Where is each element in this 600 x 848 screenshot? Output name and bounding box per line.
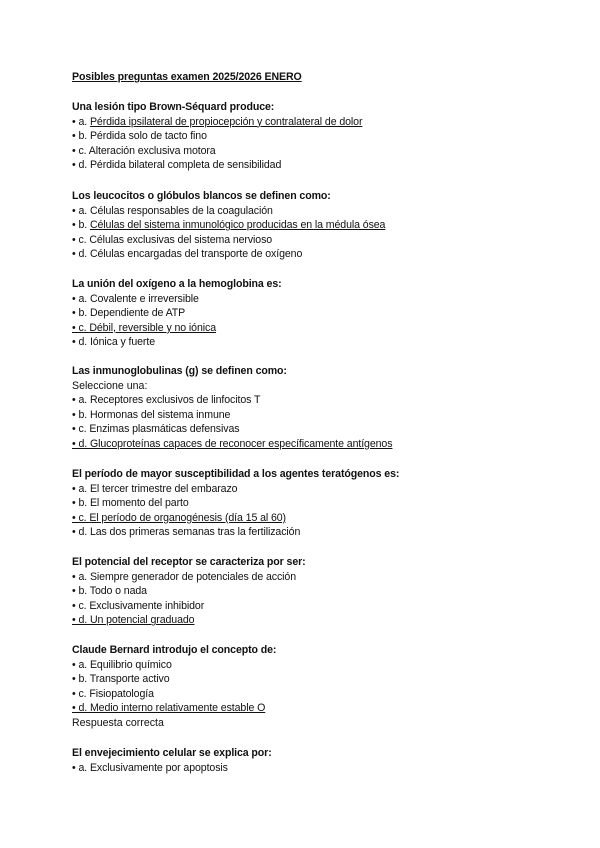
option-prefix: • d. [72, 336, 90, 349]
option-prefix: • a. [72, 394, 90, 407]
option-prefix: • a. [72, 761, 90, 774]
option-a [72, 292, 552, 307]
option-text: Receptores exclusivos de linfocitos T [89, 394, 261, 407]
option-c [72, 599, 552, 614]
option-b [72, 584, 552, 599]
question-title: La unión del oxígeno a la hemoglobina es: [72, 278, 282, 290]
question-5 [72, 467, 552, 540]
option-c [72, 233, 552, 248]
option-text-correct: Glucoproteínas capaces de reconocer específicamente antígenos [89, 437, 393, 450]
option-d [72, 335, 552, 350]
option-text: Dependiente de ATP [89, 307, 186, 320]
option-text: El tercer trimestre del embarazo [89, 482, 238, 495]
option-d-correct [72, 437, 552, 452]
question-title: Los leucocitos o glóbulos blancos se definen como: [72, 190, 331, 202]
option-prefix: • a. [72, 482, 90, 495]
option-b [72, 218, 552, 233]
option-text: Iónica y fuerte [89, 336, 155, 349]
option-prefix: • b. [72, 585, 90, 598]
option-prefix: • d. [72, 614, 90, 627]
option-prefix: • c. [72, 233, 90, 246]
option-prefix: • b. [72, 673, 90, 686]
question-3 [72, 277, 552, 350]
option-text: Hormonas del sistema inmune [89, 408, 231, 421]
option-prefix: • b. [72, 408, 90, 421]
option-b [72, 496, 552, 511]
question-title: El período de mayor susceptibilidad a los agentes teratógenos es: [72, 468, 400, 480]
option-a [72, 570, 552, 585]
option-text: Fisiopatología [89, 687, 154, 700]
option-text: Exclusivamente inhibidor [89, 599, 205, 612]
option-text: Pérdida bilateral completa de sensibilidad [89, 159, 282, 172]
option-c-correct [72, 511, 552, 526]
option-text: El momento del parto [89, 497, 189, 510]
question-6 [72, 555, 552, 628]
option-text-correct: Pérdida ipsilateral de propiocepción y contralateral de dolor [89, 115, 363, 128]
answer-note: Respuesta correcta [72, 716, 164, 729]
question-title: Una lesión tipo Brown-Séquard produce: [72, 101, 275, 113]
option-text-correct: Un potencial graduado [89, 614, 195, 627]
option-prefix: • d. [72, 159, 90, 172]
option-prefix: • a. [72, 292, 90, 305]
option-c [72, 687, 552, 702]
question-4 [72, 364, 552, 452]
option-b [72, 408, 552, 423]
option-d-correct [72, 613, 552, 628]
option-text: Alteración exclusiva motora [88, 144, 216, 157]
option-a [72, 761, 552, 776]
option-text: Las dos primeras semanas tras la fertilización [89, 526, 301, 539]
option-text: Pérdida solo de tacto fino [89, 130, 207, 143]
option-d-correct [72, 701, 552, 716]
option-text: Transporte activo [89, 673, 170, 686]
option-c [72, 422, 552, 437]
option-prefix: • d. [72, 526, 90, 539]
option-text: Equilibrio químico [89, 658, 172, 671]
option-d [72, 525, 552, 540]
question-8 [72, 746, 552, 775]
option-prefix: • d. [72, 248, 90, 261]
option-prefix: • d. [72, 702, 90, 715]
option-text: Exclusivamente por apoptosis [89, 761, 228, 774]
option-prefix: • a. [72, 570, 90, 583]
option-prefix: • a. [72, 204, 90, 217]
question-2 [72, 189, 552, 262]
question-title: Claude Bernard introdujo el concepto de: [72, 644, 277, 656]
option-prefix: • b. [72, 497, 90, 510]
option-prefix: • b. [72, 130, 90, 143]
option-a [72, 482, 552, 497]
option-text: Células responsables de la coagulación [89, 204, 273, 217]
question-title: Las inmunoglobulinas (g) se definen como: [72, 365, 287, 377]
question-title: El envejecimiento celular se explica por: [72, 747, 272, 759]
option-prefix: • c. [72, 687, 90, 700]
option-c-correct [72, 321, 552, 336]
option-text: Células exclusivas del sistema nervioso [89, 233, 273, 246]
option-prefix: • a. [72, 115, 90, 128]
option-prefix: • d. [72, 437, 90, 450]
option-b [72, 672, 552, 687]
option-b [72, 306, 552, 321]
option-text-correct: Medio interno relativamente estable O [89, 702, 266, 715]
option-c [72, 144, 552, 159]
option-prefix: • a. [72, 658, 90, 671]
document-title: Posibles preguntas examen 2025/2026 ENERO [72, 71, 302, 83]
option-prefix: • b. [72, 307, 90, 320]
question-7 [72, 643, 552, 731]
option-text-correct: Células del sistema inmunológico producidas en la médula ósea [89, 219, 386, 232]
option-prefix: • c. [72, 511, 90, 524]
option-a [72, 393, 552, 408]
option-text: Covalente e irreversible [89, 292, 199, 305]
option-prefix: • c. [72, 144, 89, 157]
option-text: Todo o nada [89, 585, 147, 598]
question-title: El potencial del receptor se caracteriza por ser: [72, 556, 306, 568]
question-1 [72, 100, 552, 173]
option-a [72, 658, 552, 673]
option-text-correct: Débil, reversible y no iónica [89, 321, 216, 334]
option-text-correct: El período de organogénesis (día 15 al 60) [89, 511, 286, 524]
option-text: Enzimas plasmáticas defensivas [89, 423, 240, 436]
option-b [72, 129, 552, 144]
option-d [72, 247, 552, 262]
option-a [72, 115, 552, 130]
question-subtitle: Seleccione una: [72, 379, 148, 392]
option-prefix: • c. [72, 423, 90, 436]
option-text: Células encargadas del transporte de oxígeno [89, 248, 303, 261]
option-prefix: • c. [72, 321, 90, 334]
option-text: Siempre generador de potenciales de acción [89, 570, 296, 583]
option-prefix: • b. [72, 219, 90, 232]
option-d [72, 158, 552, 173]
option-a [72, 204, 552, 219]
option-prefix: • c. [72, 599, 90, 612]
